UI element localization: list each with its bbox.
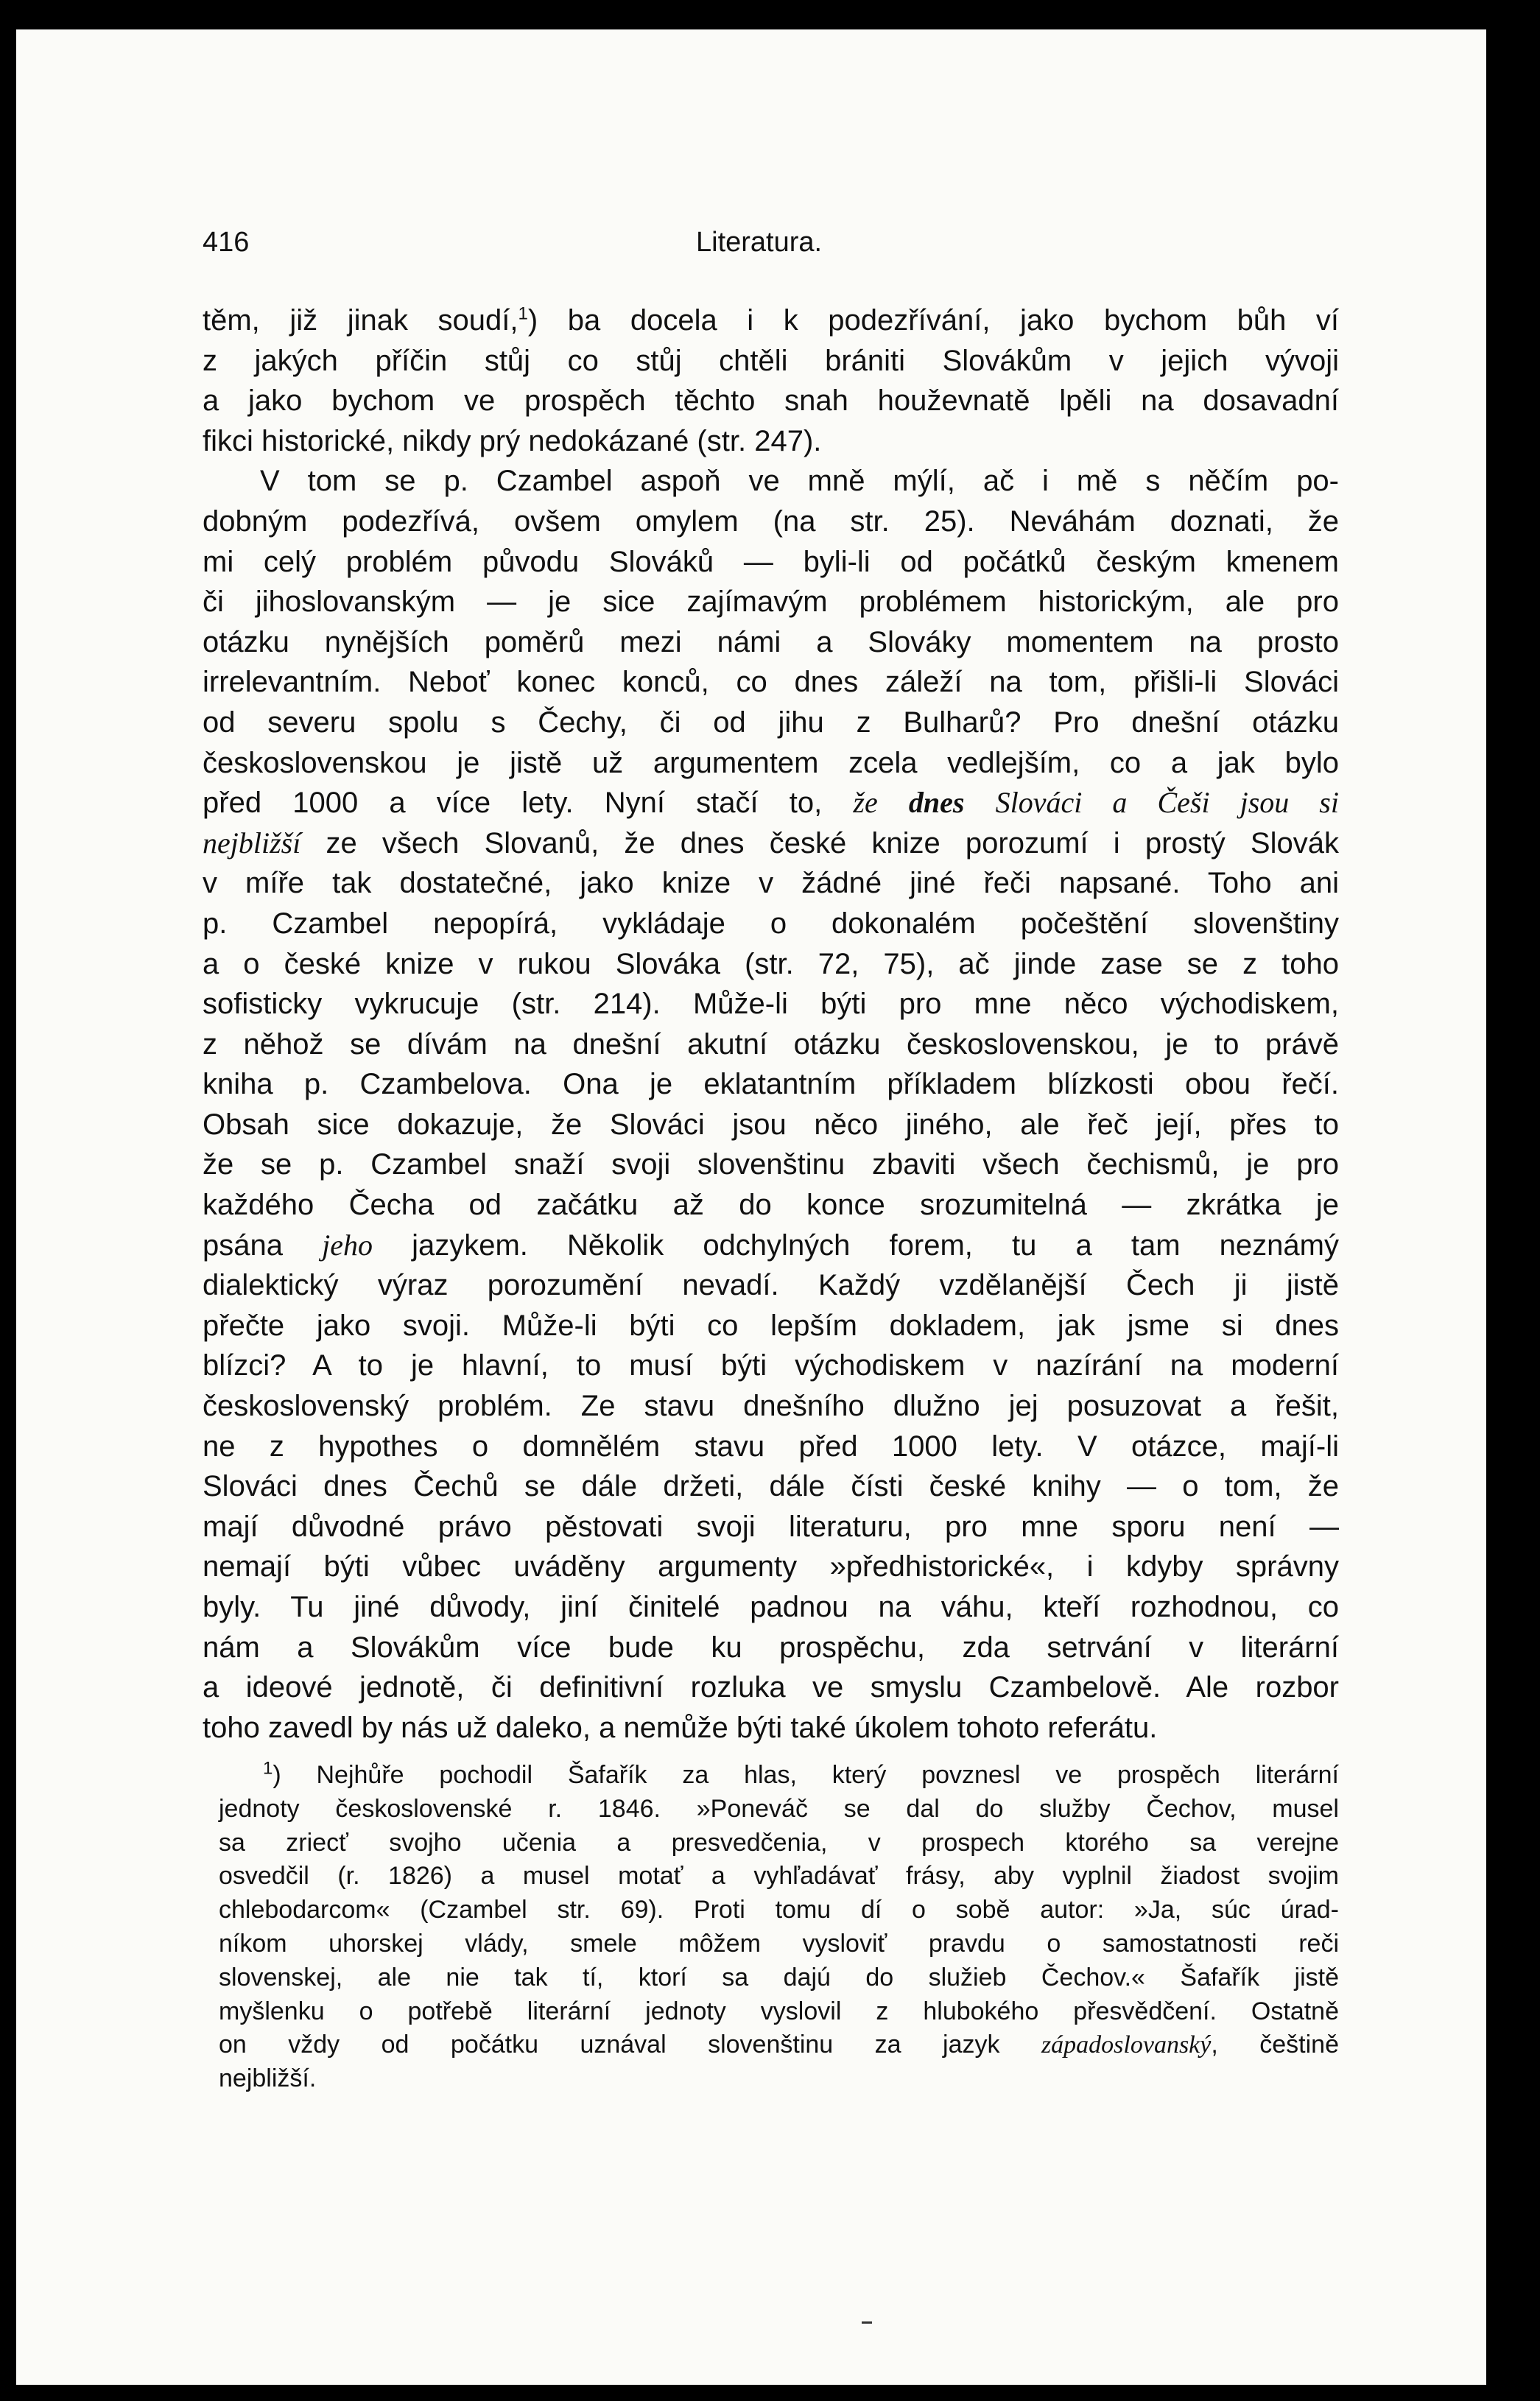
paragraph-1 — [203, 300, 1339, 461]
text-run: těm, již jinak soudí, — [203, 304, 518, 337]
text-line — [203, 300, 1339, 341]
text-line: kniha p. Czambelova. Ona je eklatantním příkladem blízkosti obou řečí. — [203, 1068, 1339, 1101]
footnote — [219, 1759, 1339, 2096]
text-run: on vždy od počátku uznával slovenštinu za jazyk — [219, 2031, 1041, 2059]
text-line: nám a Slovákům více bude ku prospěchu, zda setrvání v literární — [203, 1631, 1339, 1664]
text-line: irrelevantním. Neboť konec konců, co dnes záleží na tom, přišli-li Slováci — [203, 666, 1339, 699]
text-line: sa zriecť svojho učenia a presvedčenia, v prospech ktorého sa verejne — [219, 1828, 1339, 1857]
text-line: dobným podezřívá, ovšem omylem (na str. 25). Neváhám doznati, že — [203, 505, 1339, 538]
text-line: jednoty československé r. 1846. »Poneváč se dal do služby Čechov, musel — [219, 1794, 1339, 1823]
text-run: ) Nejhůře pochodil Šafařík za hlas, který povznesl ve prospěch literární — [273, 1761, 1339, 1789]
text-line: nejbližší. — [219, 2064, 317, 2093]
text-line — [203, 783, 1339, 823]
text-line: v míře tak dostatečné, jako knize v žádné jiné řeči napsané. Toho ani — [203, 867, 1339, 900]
text-line: dialektický výraz porozumění nevadí. Každý vzdělanější Čech ji jistě — [203, 1269, 1339, 1302]
text-line: slovenskej, ale nie tak tí, ktorí sa dajú do služieb Čechov.« Šafařík jistě — [219, 1963, 1339, 1992]
text-line: od severu spolu s Čechy, či od jihu z Bulharů? Pro dnešní otázku — [203, 706, 1339, 739]
italic-text: nejbližší — [203, 826, 301, 859]
text-line: a jako bychom ve prospěch těchto snah houževnatě lpěli na dosavadní — [203, 384, 1339, 418]
text-run: , češtině — [1211, 2031, 1339, 2059]
text-line: a o české knize v rukou Slováka (str. 72, 75), ač jinde zase se z toho — [203, 947, 1339, 980]
text-line: ne z hypothes o domnělém stavu před 1000 lety. V otázce, mají-li — [203, 1430, 1339, 1463]
text-line: fikci historické, nikdy prý nedokázané (str. 247). — [203, 424, 822, 457]
text-line: z jakých příčin stůj co stůj chtěli brániti Slovákům v jejich vývoji — [203, 344, 1339, 377]
text-line: chlebodarcom« (Czambel str. 69). Proti tomu dí o sobě autor: »Ja, súc úrad- — [219, 1896, 1339, 1924]
bold-italic-text: dnes — [908, 786, 965, 820]
text-line: osvedčil (r. 1826) a musel motať a vyhľadávať frásy, aby vyplnil žiadost svojim — [219, 1862, 1339, 1891]
text-line — [219, 1759, 1339, 1793]
text-line: a ideové jednotě, či definitivní rozluka ve smyslu Czambelově. Ale rozbor — [203, 1671, 1339, 1704]
text-line: že se p. Czambel snaží svoji slovenštinu zbaviti všech čechismů, je pro — [203, 1148, 1339, 1181]
text-line — [219, 2028, 1339, 2062]
text-run: ze všech Slovanů, že dnes české knize porozumí i prostý Slovák — [300, 826, 1339, 859]
page-mark — [862, 2321, 872, 2324]
text-line: mají důvodné právo pěstovati svoji literaturu, pro mne sporu není — — [203, 1510, 1339, 1543]
text-line: mi celý problém původu Slováků — byli-li od počátků českým kmenem — [203, 545, 1339, 578]
text-line: níkom uhorskej vlády, smele môžem vysloviť pravdu o samostatnosti reči — [219, 1929, 1339, 1958]
italic-text: jeho — [322, 1228, 373, 1262]
text-line: V tom se p. Czambel aspoň ve mně mýlí, ač i mě s něčím po- — [260, 465, 1339, 498]
text-line: toho zavedl by nás už daleko, a nemůže býti také úkolem tohoto referátu. — [203, 1711, 1158, 1744]
footnote-marker: 1 — [263, 1758, 273, 1779]
text-line: z něhož se dívám na dnešní akutní otázku československou, je to právě — [203, 1027, 1339, 1061]
text-line: myšlenku o potřebě literární jednoty vyslovil z hlubokého přesvědčení. Ostatně — [219, 1997, 1339, 2025]
text-line: Slováci dnes Čechů se dále držeti, dále čísti české knihy — o tom, že — [203, 1470, 1339, 1503]
text-run: psána — [203, 1228, 323, 1262]
text-line: p. Czambel nepopírá, vykládaje o dokonalém počeštění slovenštiny — [203, 907, 1339, 940]
text-line: blízci? A to je hlavní, to musí býti východiskem v nazírání na moderní — [203, 1349, 1339, 1382]
text-line: otázku nynějších poměrů mezi námi a Slováky momentem na prosto — [203, 625, 1339, 658]
text-line: Obsah sice dokazuje, že Slováci jsou něco jiného, ale řeč její, přes to — [203, 1108, 1339, 1141]
text-run: ) ba docela i k podezřívání, jako bychom bůh ví — [527, 304, 1340, 337]
text-line: sofisticky vykrucuje (str. 214). Může-li býti pro mne něco východiskem, — [203, 988, 1339, 1021]
text-line: československý problém. Ze stavu dnešního dlužno jej posuzovat a řešit, — [203, 1390, 1339, 1423]
text-line — [203, 823, 1339, 864]
italic-text: Slováci a Češi jsou si — [995, 786, 1339, 820]
paragraph-2 — [203, 461, 1339, 1748]
text-line: byly. Tu jiné důvody, jiní činitelé padnou na váhu, kteří rozhodnou, co — [203, 1591, 1339, 1623]
text-line: či jihoslovanským — je sice zajímavým problémem historickým, ale pro — [203, 586, 1339, 619]
footnote-ref: 1 — [518, 303, 528, 324]
text-run: před 1000 a více lety. Nyní stačí to, — [203, 787, 854, 820]
page-header — [203, 227, 1339, 271]
text-line: každého Čecha od začátku až do konce srozumitelná — zkrátka je — [203, 1189, 1339, 1222]
running-title: Literatura. — [696, 227, 823, 258]
text-line: nemají býti vůbec uváděny argumenty »předhistorické«, i kdyby správny — [203, 1550, 1339, 1583]
text-line: přečte jako svoji. Může-li býti co lepším dokladem, jak jsme si dnes — [203, 1309, 1339, 1342]
text-run: jazykem. Několik odchylných forem, tu a tam neznámý — [372, 1228, 1339, 1262]
page-number: 416 — [203, 227, 250, 258]
text-line: československou je jistě už argumentem zcela vedlejším, co a jak bylo — [203, 746, 1339, 779]
main-text — [203, 300, 1339, 1748]
italic-text: západoslovanský — [1041, 2031, 1212, 2059]
text-line — [203, 1226, 1339, 1266]
italic-text: že — [853, 786, 878, 820]
